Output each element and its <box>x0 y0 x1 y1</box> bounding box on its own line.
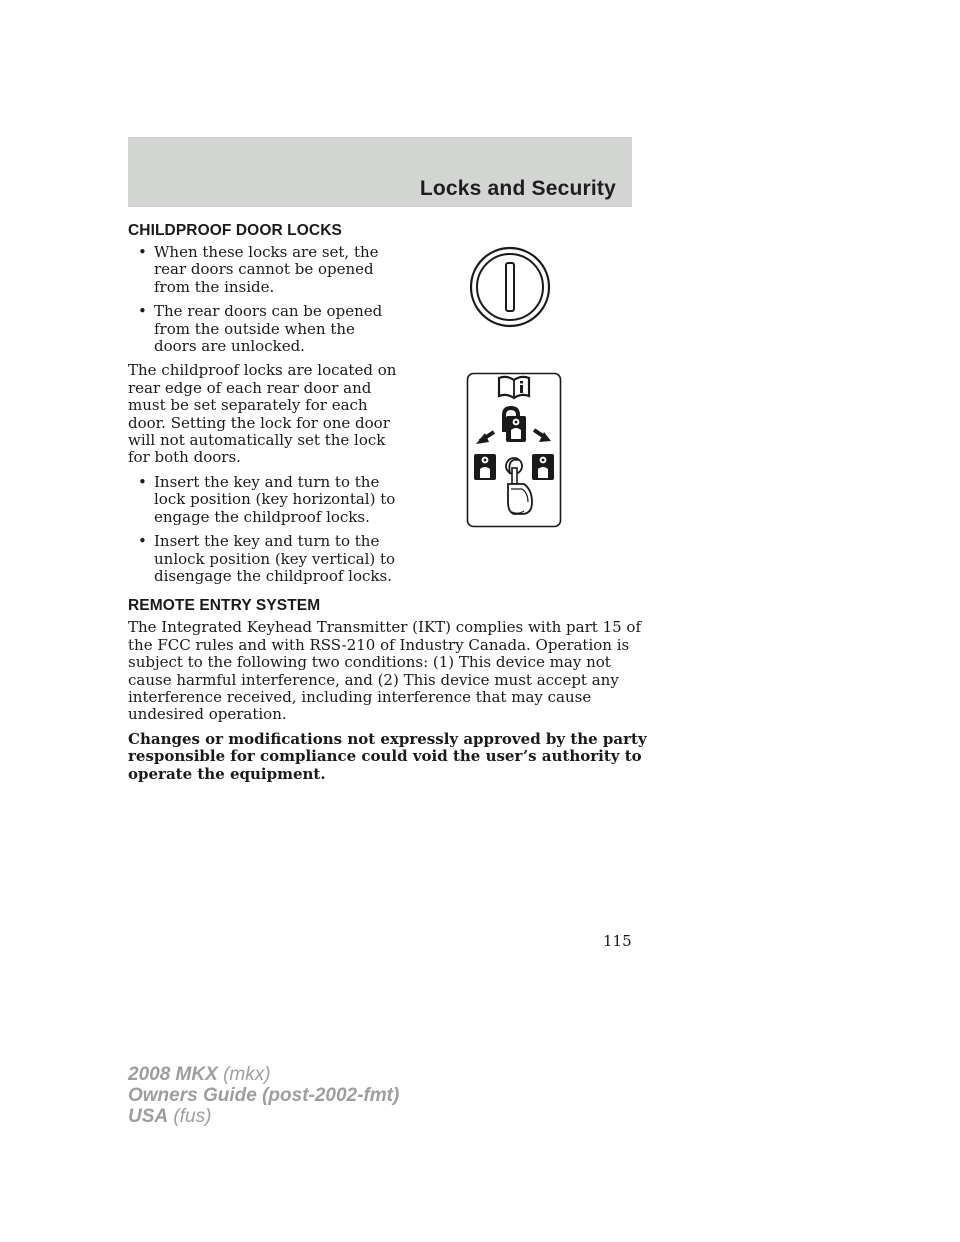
child-right-icon <box>532 454 554 480</box>
bullet-text: Insert the key and turn to the unlock position (key vertical) to disengage the childproof locks. <box>154 532 396 585</box>
childproof-lock-label-icon <box>466 372 562 528</box>
bullet-dot: • <box>138 302 147 321</box>
remote-entry-heading: REMOTE ENTRY SYSTEM <box>128 597 321 615</box>
bullet-item <box>128 244 400 296</box>
footer-line-3 <box>128 1106 399 1127</box>
page-number: 115 <box>603 932 632 950</box>
footer-model-code: (mkx) <box>223 1064 271 1085</box>
footer-market-code: (fus) <box>173 1106 212 1127</box>
bullet-item <box>128 474 400 526</box>
bullet-text: Insert the key and turn to the lock position (key horizontal) to engage the childproof locks. <box>154 472 396 526</box>
footer-market: USA <box>128 1106 169 1127</box>
bullet-text: The rear doors can be opened from the outside when the doors are unlocked. <box>154 302 383 356</box>
bullet-dot: • <box>138 243 147 261</box>
lock-cylinder-icon <box>468 245 552 329</box>
document-footer <box>128 1064 399 1127</box>
childproof-column <box>128 222 400 585</box>
bullet-dot: • <box>138 532 147 551</box>
footer-model: 2008 MKX <box>128 1064 218 1085</box>
section-header-band <box>128 137 632 207</box>
owners-manual-icon <box>499 377 529 398</box>
section-title: Locks and Security <box>419 177 616 200</box>
page-content <box>128 222 648 790</box>
remote-entry-section <box>128 597 648 783</box>
bullet-item <box>128 533 400 585</box>
bullet-dot: • <box>138 472 147 491</box>
childproof-paragraph: The childproof locks are located on rear edge of each rear door and must be set separately for each door. Setting the lock for one door will not automatically set the lock for both doors. <box>128 361 397 467</box>
footer-line-1 <box>128 1064 399 1085</box>
child-left-icon <box>474 454 496 480</box>
bullet-item <box>128 303 400 355</box>
remote-entry-paragraph: The Integrated Keyhead Transmitter (IKT) complies with part 15 of the FCC rules and with RSS-210 of Industry Canada. Operation is subject to the following two conditions: (1) This device may not cause harmful interference, and (2) This device must accept any interference received, including interference that may cause undesired operation. <box>128 618 642 724</box>
childproof-heading: CHILDPROOF DOOR LOCKS <box>128 222 342 239</box>
bullet-text: When these locks are set, the rear doors cannot be opened from the inside. <box>154 243 379 296</box>
footer-line-2: Owners Guide (post-2002-fmt) <box>128 1085 400 1106</box>
remote-entry-warning: Changes or modifications not expressly approved by the party responsible for compliance could void the user’s authority to operate the equipment. <box>128 729 647 783</box>
